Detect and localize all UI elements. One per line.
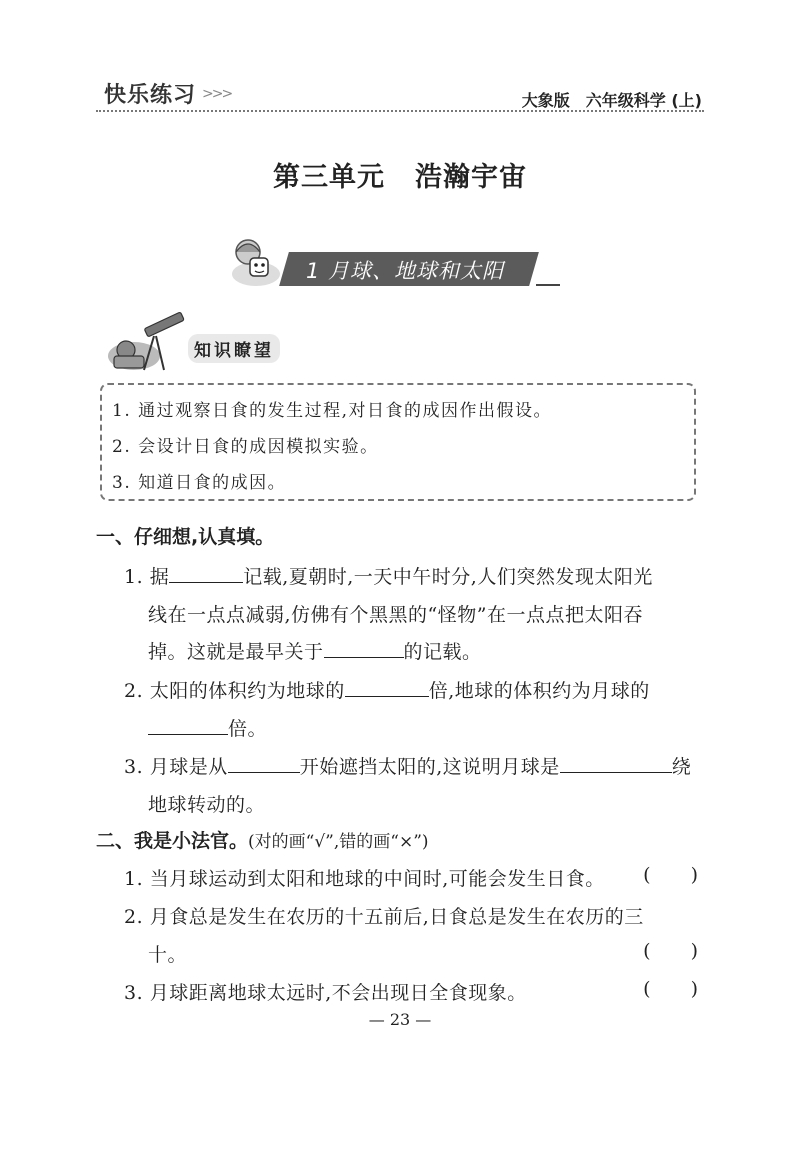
fill-question-3: 3. 月球是从 开始遮挡太阳的,这说明月球是 绕 [124,756,692,778]
section-1-title: 一、仔细想,认真填。 [96,526,275,548]
section-2-note: (对的画“√”,错的画“×”) [248,832,429,852]
objective-item: 1. 通过观察日食的发生过程,对日食的成因作出假设。 [112,401,553,421]
unit-title [0,155,800,194]
publisher-label: 大象版 [521,91,570,110]
objective-item: 2. 会设计日食的成因模拟实验。 [112,437,379,457]
book-info [522,88,702,111]
answer-blank[interactable] [169,564,243,583]
header-divider [96,110,704,112]
unit-name: 浩瀚宇宙 [415,162,527,193]
unit-label: 第三单元 [273,162,385,193]
answer-parentheses[interactable]: ( ) [643,978,698,1000]
answer-blank[interactable] [560,754,672,773]
fill-question-1-line3: 掉。这就是最早关于 的记载。 [148,641,482,663]
banner-underline [536,284,560,286]
book-label: 六年级科学 (上) [585,91,702,110]
answer-parentheses[interactable]: ( ) [643,940,698,962]
fill-question-2: 2. 太阳的体积约为地球的 倍,地球的体积约为月球的 [124,680,650,702]
page-number: — 23 — [368,1010,432,1029]
answer-parentheses[interactable]: ( ) [643,864,698,886]
knowledge-title: 知识瞭望 [188,334,280,363]
lesson-title: 1 月球、地球和太阳 [306,259,505,283]
telescope-icon [104,310,190,374]
judge-item: 1. 当月球运动到太阳和地球的中间时,可能会发生日食。 [124,868,605,890]
judge-item: 2. 月食总是发生在农历的十五前后,日食总是发生在农历的三 [124,906,644,928]
cartoon-illustration-icon [226,234,284,290]
fill-question-3-line2: 地球转动的。 [148,794,266,816]
chevron-decoration: >>> [202,86,232,102]
answer-blank[interactable] [228,754,300,773]
judge-item-cont: 十。 [148,944,188,966]
fill-question-1-line2: 线在一点点减弱,仿佛有个黑黑的“怪物”在一点点把太阳吞 [148,604,643,626]
objective-item: 3. 知道日食的成因。 [112,473,287,493]
answer-blank[interactable] [345,678,429,697]
judge-item: 3. 月球距离地球太远时,不会出现日全食现象。 [124,982,527,1004]
answer-blank[interactable] [324,639,404,658]
fill-question-1: 1. 据 记载,夏朝时,一天中午时分,人们突然发现太阳光 [124,566,653,588]
fill-question-2-line2: 倍。 [148,714,700,741]
series-title: 快乐练习 [104,83,197,108]
section-2-title: 二、我是小法官。(对的画“√”,错的画“×”) [96,830,429,852]
answer-blank[interactable] [148,716,228,735]
